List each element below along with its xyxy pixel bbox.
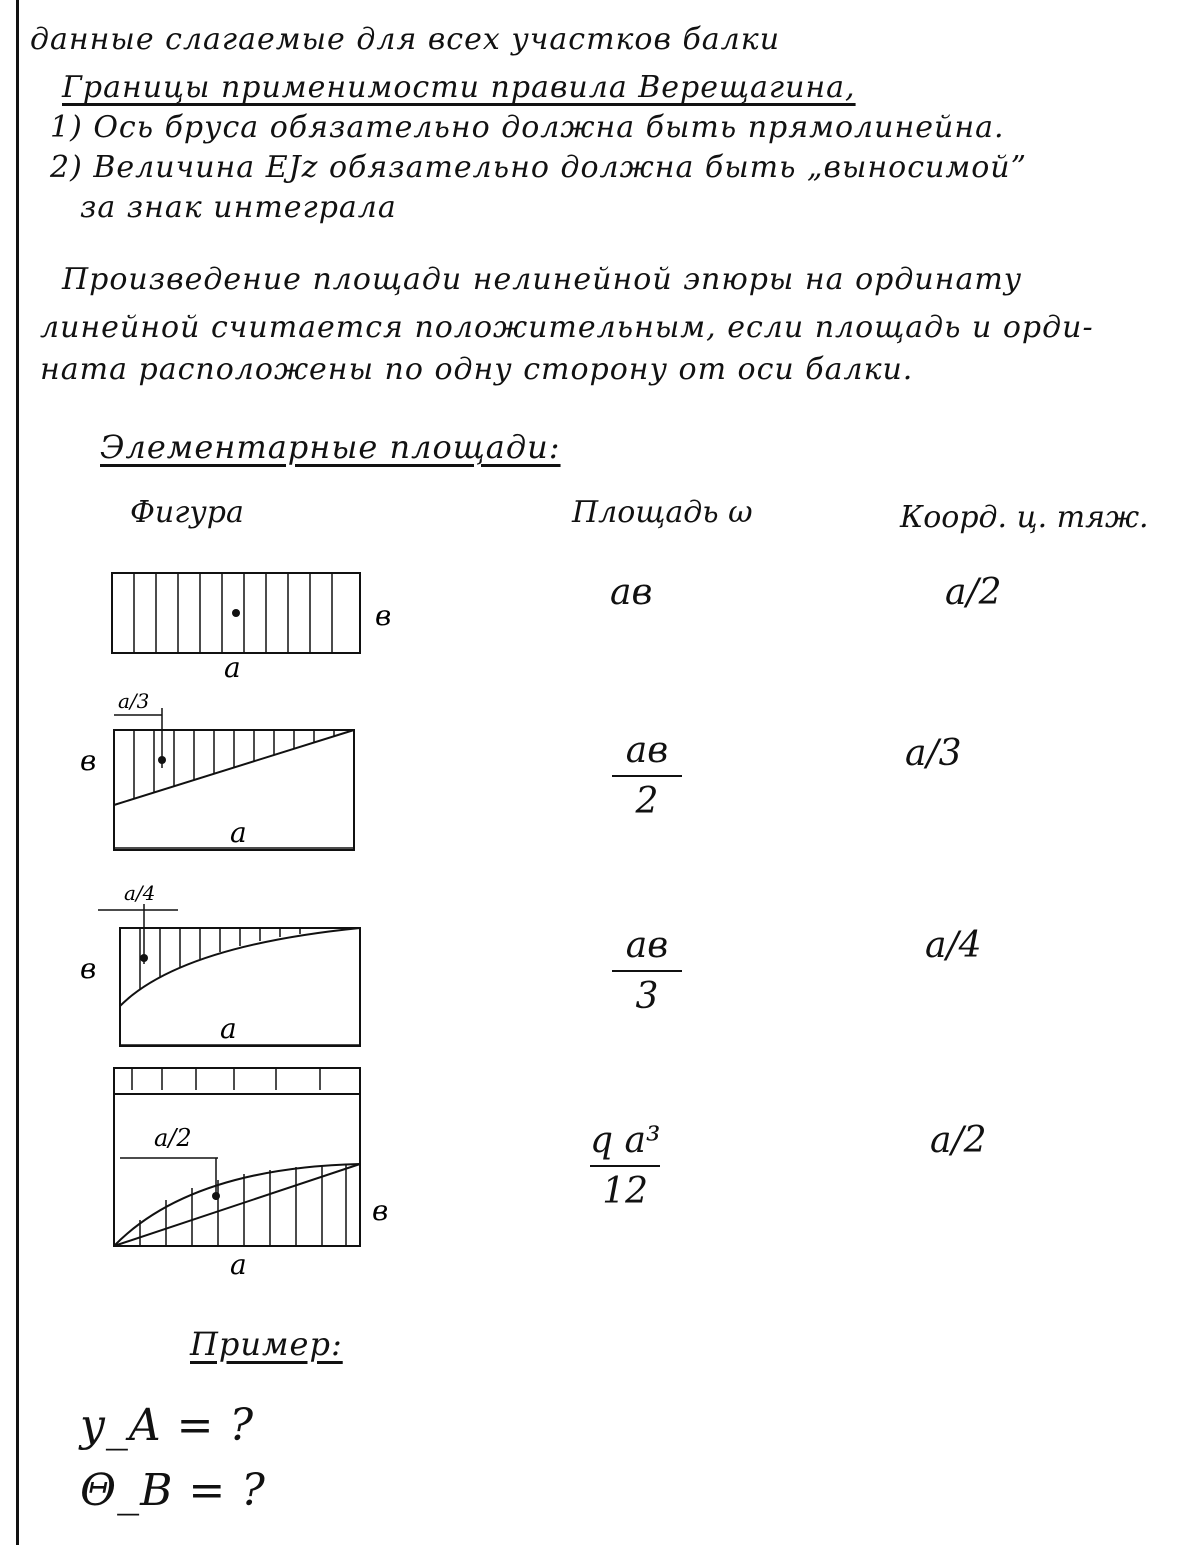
text-line-5: за знак интеграла (80, 190, 397, 225)
figure-distributed-load (100, 1060, 420, 1284)
fig3-dim-a: a (220, 1012, 237, 1045)
text-line-3: 1) Ось бруса обязательно должна быть прямолинейна. (50, 110, 1005, 145)
fig3-dim-c: a/4 (124, 881, 156, 905)
row2-coord: a/3 (905, 733, 962, 774)
page-margin-line (16, 0, 19, 1545)
row4-area-num: q a³ (590, 1120, 661, 1161)
text-line-6: Произведение площади нелинейной эпюры на ординату (62, 262, 1023, 297)
row1-area: aв (610, 572, 653, 613)
text-line-1: данные слагаемые для всех участков балки (30, 22, 781, 57)
row1-coord: a/2 (945, 572, 1002, 613)
row2-area-num: aв (625, 730, 669, 771)
section-title: Элементарные площади: (100, 428, 561, 466)
row3-coord: a/4 (925, 925, 982, 966)
text-line-8: ната расположены по одну сторону от оси балки. (40, 352, 914, 387)
text-line-7: линейной считается положительным, если площадь и орди- (40, 310, 1094, 345)
fig4-dim-c: a/2 (154, 1124, 192, 1152)
fig1-dim-b: в (375, 599, 392, 632)
fig4-dim-a: a (230, 1248, 247, 1281)
figure-parabola (70, 880, 390, 1064)
fig3-dim-b: в (80, 952, 97, 985)
row2-area-den: 2 (635, 781, 659, 822)
row4-coord: a/2 (930, 1120, 987, 1161)
text-line-2: Границы применимости правила Верещагина, (62, 70, 856, 105)
fig4-dim-b: в (372, 1194, 389, 1227)
question-yA: y_A = ? (80, 1400, 255, 1451)
row2-area (612, 730, 682, 822)
fig2-dim-c: a/3 (118, 689, 150, 713)
question-thetaB: Θ_B = ? (80, 1465, 266, 1516)
row3-area (612, 925, 682, 1017)
row4-area (590, 1120, 660, 1212)
row3-area-den: 3 (635, 976, 659, 1017)
fig2-dim-b: в (80, 744, 97, 777)
header-area: Площадь ω (572, 495, 753, 530)
header-figure: Фигура (130, 495, 244, 530)
figure-triangle (70, 690, 390, 864)
figure-rectangle (100, 565, 420, 689)
header-coord: Коорд. ц. тяж. (900, 500, 1149, 535)
row3-area-num: aв (625, 925, 669, 966)
example-title: Пример: (190, 1325, 343, 1363)
text-line-4: 2) Величина EJz обязательно должна быть „выносимой” (50, 150, 1027, 185)
fig1-dim-a: a (224, 651, 241, 684)
fig2-dim-a: a (230, 816, 247, 849)
row4-area-den: 12 (602, 1171, 649, 1212)
